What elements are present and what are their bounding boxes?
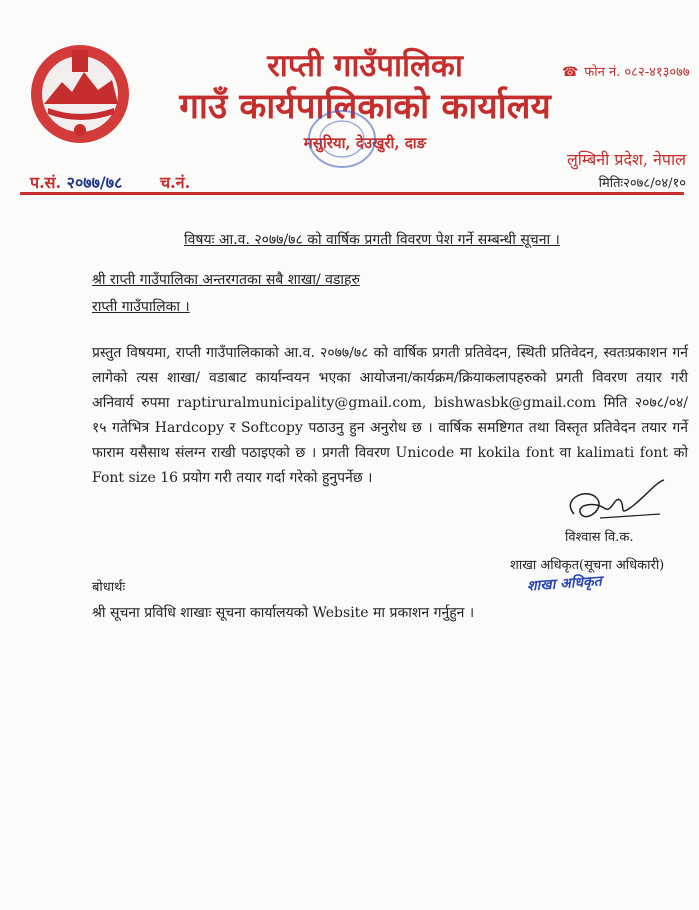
- office-address: मसुरिया, देउखुरी, दाङ: [303, 134, 427, 152]
- office-title: गाउँ कार्यपालिकाको कार्यालय: [179, 86, 551, 127]
- ref-value: २०७७/७८: [66, 173, 123, 192]
- office-name: राप्ती गाउँपालिका: [267, 48, 463, 84]
- subject-line: विषयः आ.व. २०७७/७८ को वार्षिक प्रगती विवरण पेश गर्ने सम्बन्धी सूचना ।: [184, 232, 560, 248]
- office-stamp: [306, 108, 378, 170]
- cc-label: बोधार्थः: [92, 580, 126, 595]
- reference-number: [30, 171, 122, 193]
- recipient-line-1: श्री राप्ती गाउँपालिका अन्तरगतका सबै शाखा/ वडाहरु: [92, 272, 360, 288]
- signature: [560, 478, 670, 534]
- phone-text: फोन नं. ०८२-४१३०७७: [584, 65, 690, 80]
- signer-title: शाखा अधिकृत(सूचना अधिकारी): [510, 558, 665, 573]
- emblem-icon: [28, 42, 132, 146]
- phone-icon: ☎: [562, 65, 579, 80]
- recipient-line-2: राप्ती गाउँपालिका ।: [92, 299, 190, 315]
- letter-body: प्रस्तुत विषयमा, राप्ती गाउँपालिकाको आ.व. २०७७/७८ को वार्षिक प्रगती प्रतिवेदन, स्थिती प्रतिवेदन, स्वतःप्रकाशन गर्न लागेको त्यस शाखा/ वडाबाट कार्यान्वयन भएका आयोजना/कार्यक्रम/क्रियाकलापहरुको प्रगती विवरण तयार गरी अनिवार्य रुपमा raptiruralmunicipality@gmail.com, bishwasbk@gmail.com मिति २०७८/०४/ १५ गतेभित्र Hardcopy र Softcopy पठाउनु हुन अनुरोध छ । वार्षिक समष्टिगत तथा विस्तृत प्रतिवेदन तयार गर्ने फाराम यसैसाथ संलग्न राखी पठाइएको छ । प्रगती विवरण Unicode मा kokila font वा kalimati font को Font size 16 प्रयोग गरी तयार गर्दा गरेको हुनुपर्नेछ ।: [92, 345, 688, 486]
- phone-number: [562, 62, 690, 80]
- ref-label: प.सं.: [30, 173, 62, 192]
- province: लुम्बिनी प्रदेश, नेपाल: [566, 150, 686, 169]
- header-divider: [20, 192, 684, 195]
- signer-name: विश्वास वि.क.: [565, 530, 634, 545]
- cc-recipient: श्री सूचना प्रविधि शाखाः सूचना कार्यालयको Website मा प्रकाशन गर्नुहुन ।: [92, 605, 475, 621]
- chalani-number: च.नं.: [160, 173, 191, 192]
- letter-date: मितिः२०७८/०४/१०: [598, 176, 686, 191]
- designation-stamp: शाखा अधिकृत: [526, 573, 603, 595]
